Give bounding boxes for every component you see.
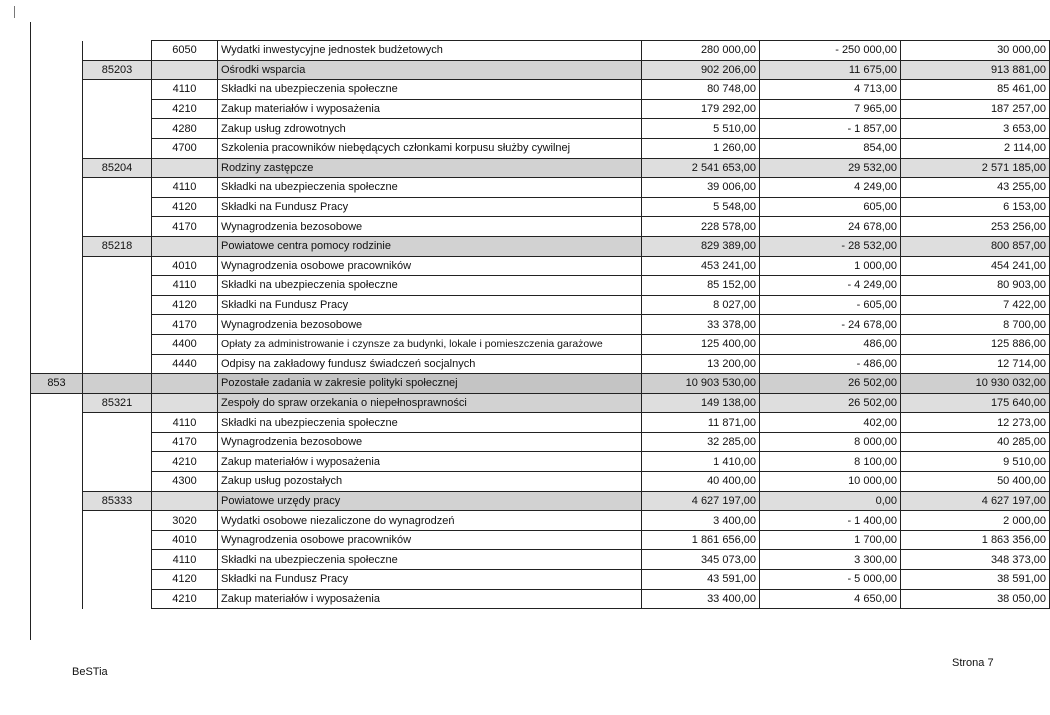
table-row [31, 491, 1050, 511]
cell-name: Wydatki osobowe niezaliczone do wynagrodzeń [218, 511, 642, 531]
cell-name: Składki na Fundusz Pracy [218, 197, 642, 217]
cell-paragraf: 4170 [152, 432, 218, 452]
cell-dzial [31, 138, 83, 158]
cell-paragraf: 4300 [152, 472, 218, 492]
cell-change: 29 532,00 [760, 158, 901, 178]
cell-dzial [31, 99, 83, 119]
cell-name: Zakup usług pozostałych [218, 472, 642, 492]
table-row [31, 413, 1050, 433]
cell-plan-after: 454 241,00 [901, 256, 1050, 276]
cell-change: 26 502,00 [760, 374, 901, 394]
table-row [31, 452, 1050, 472]
table-row [31, 393, 1050, 413]
cell-rozdzial [83, 570, 152, 590]
table-row [31, 256, 1050, 276]
cell-name: Zakup materiałów i wyposażenia [218, 99, 642, 119]
cell-plan-before: 125 400,00 [642, 334, 760, 354]
table-row [31, 295, 1050, 315]
cell-dzial [31, 511, 83, 531]
cell-name: Składki na Fundusz Pracy [218, 295, 642, 315]
table-row [31, 236, 1050, 256]
scan-mark [14, 6, 15, 18]
cell-plan-before: 1 410,00 [642, 452, 760, 472]
cell-paragraf: 4170 [152, 315, 218, 335]
cell-paragraf: 4120 [152, 197, 218, 217]
cell-paragraf: 4210 [152, 99, 218, 119]
table-row [31, 217, 1050, 237]
cell-name: Pozostałe zadania w zakresie polityki społecznej [218, 374, 642, 394]
cell-name: Składki na ubezpieczenia społeczne [218, 178, 642, 198]
cell-plan-before: 228 578,00 [642, 217, 760, 237]
cell-paragraf: 4400 [152, 334, 218, 354]
cell-change: 854,00 [760, 138, 901, 158]
cell-rozdzial [83, 374, 152, 394]
cell-dzial [31, 119, 83, 139]
cell-dzial [31, 315, 83, 335]
cell-plan-before: 280 000,00 [642, 41, 760, 61]
cell-dzial [31, 530, 83, 550]
table-row [31, 530, 1050, 550]
cell-plan-after: 50 400,00 [901, 472, 1050, 492]
cell-paragraf: 4010 [152, 530, 218, 550]
table-row [31, 158, 1050, 178]
cell-plan-before: 5 548,00 [642, 197, 760, 217]
table-row [31, 99, 1050, 119]
cell-name: Ośrodki wsparcia [218, 60, 642, 80]
cell-plan-after: 2 114,00 [901, 138, 1050, 158]
cell-paragraf: 3020 [152, 511, 218, 531]
cell-plan-after: 80 903,00 [901, 276, 1050, 296]
cell-plan-before: 32 285,00 [642, 432, 760, 452]
cell-paragraf: 4110 [152, 80, 218, 100]
cell-paragraf: 4110 [152, 550, 218, 570]
cell-paragraf: 4170 [152, 217, 218, 237]
cell-paragraf: 4110 [152, 276, 218, 296]
cell-change: 3 300,00 [760, 550, 901, 570]
cell-change: 24 678,00 [760, 217, 901, 237]
cell-plan-before: 13 200,00 [642, 354, 760, 374]
cell-change: 7 965,00 [760, 99, 901, 119]
footer-software-label: BeSTia [72, 666, 108, 678]
cell-plan-before: 1 861 656,00 [642, 530, 760, 550]
cell-rozdzial [83, 550, 152, 570]
cell-dzial [31, 80, 83, 100]
cell-paragraf [152, 158, 218, 178]
cell-plan-before: 345 073,00 [642, 550, 760, 570]
cell-change: - 486,00 [760, 354, 901, 374]
cell-dzial [31, 41, 83, 61]
cell-plan-after: 38 050,00 [901, 589, 1050, 609]
cell-rozdzial [83, 315, 152, 335]
cell-dzial [31, 452, 83, 472]
cell-dzial [31, 354, 83, 374]
cell-dzial [31, 570, 83, 590]
table-row [31, 315, 1050, 335]
table-row [31, 334, 1050, 354]
cell-change: 4 650,00 [760, 589, 901, 609]
cell-change: 605,00 [760, 197, 901, 217]
cell-name: Wynagrodzenia bezosobowe [218, 432, 642, 452]
cell-change: 10 000,00 [760, 472, 901, 492]
cell-paragraf [152, 60, 218, 80]
cell-paragraf: 4120 [152, 295, 218, 315]
cell-rozdzial [83, 197, 152, 217]
cell-dzial [31, 217, 83, 237]
cell-plan-after: 4 627 197,00 [901, 491, 1050, 511]
cell-paragraf: 4440 [152, 354, 218, 374]
cell-plan-after: 12 714,00 [901, 354, 1050, 374]
cell-plan-after: 9 510,00 [901, 452, 1050, 472]
cell-rozdzial: 85203 [83, 60, 152, 80]
cell-rozdzial [83, 276, 152, 296]
budget-table-body [31, 41, 1050, 609]
cell-rozdzial [83, 472, 152, 492]
cell-plan-after: 10 930 032,00 [901, 374, 1050, 394]
cell-change: - 250 000,00 [760, 41, 901, 61]
cell-plan-after: 43 255,00 [901, 178, 1050, 198]
cell-change: 8 000,00 [760, 432, 901, 452]
cell-rozdzial [83, 99, 152, 119]
footer-page-number: Strona 7 [952, 657, 994, 669]
cell-plan-after: 2 571 185,00 [901, 158, 1050, 178]
cell-rozdzial [83, 41, 152, 61]
cell-plan-before: 33 400,00 [642, 589, 760, 609]
table-row [31, 80, 1050, 100]
cell-change: - 4 249,00 [760, 276, 901, 296]
cell-plan-before: 453 241,00 [642, 256, 760, 276]
cell-plan-before: 11 871,00 [642, 413, 760, 433]
cell-plan-before: 10 903 530,00 [642, 374, 760, 394]
cell-rozdzial: 85333 [83, 491, 152, 511]
cell-rozdzial [83, 589, 152, 609]
table-row [31, 178, 1050, 198]
cell-dzial [31, 472, 83, 492]
cell-dzial [31, 491, 83, 511]
table-row [31, 374, 1050, 394]
cell-name: Zespoły do spraw orzekania o niepełnosprawności [218, 393, 642, 413]
cell-rozdzial: 85321 [83, 393, 152, 413]
cell-plan-after: 40 285,00 [901, 432, 1050, 452]
cell-plan-after: 12 273,00 [901, 413, 1050, 433]
cell-dzial [31, 393, 83, 413]
cell-dzial [31, 197, 83, 217]
cell-change: 8 100,00 [760, 452, 901, 472]
cell-paragraf: 4110 [152, 413, 218, 433]
cell-rozdzial [83, 334, 152, 354]
cell-dzial [31, 413, 83, 433]
cell-dzial [31, 550, 83, 570]
cell-dzial [31, 236, 83, 256]
cell-dzial [31, 276, 83, 296]
table-row [31, 570, 1050, 590]
cell-plan-after: 6 153,00 [901, 197, 1050, 217]
cell-plan-before: 149 138,00 [642, 393, 760, 413]
table-row [31, 354, 1050, 374]
cell-dzial [31, 589, 83, 609]
cell-paragraf: 4280 [152, 119, 218, 139]
cell-plan-before: 33 378,00 [642, 315, 760, 335]
cell-plan-before: 2 541 653,00 [642, 158, 760, 178]
cell-dzial [31, 158, 83, 178]
cell-name: Powiatowe centra pomocy rodzinie [218, 236, 642, 256]
cell-name: Składki na ubezpieczenia społeczne [218, 413, 642, 433]
cell-rozdzial [83, 119, 152, 139]
cell-rozdzial [83, 530, 152, 550]
cell-rozdzial: 85204 [83, 158, 152, 178]
cell-plan-before: 85 152,00 [642, 276, 760, 296]
cell-plan-after: 913 881,00 [901, 60, 1050, 80]
cell-change: - 1 400,00 [760, 511, 901, 531]
cell-rozdzial [83, 295, 152, 315]
cell-plan-before: 3 400,00 [642, 511, 760, 531]
cell-change: 1 000,00 [760, 256, 901, 276]
table-row [31, 511, 1050, 531]
cell-rozdzial [83, 178, 152, 198]
cell-plan-after: 175 640,00 [901, 393, 1050, 413]
cell-name: Wydatki inwestycyjne jednostek budżetowych [218, 41, 642, 61]
cell-paragraf: 4210 [152, 452, 218, 472]
cell-plan-after: 30 000,00 [901, 41, 1050, 61]
table-row [31, 472, 1050, 492]
cell-plan-before: 80 748,00 [642, 80, 760, 100]
cell-rozdzial [83, 413, 152, 433]
cell-plan-after: 800 857,00 [901, 236, 1050, 256]
cell-plan-after: 7 422,00 [901, 295, 1050, 315]
cell-change: - 5 000,00 [760, 570, 901, 590]
cell-plan-after: 2 000,00 [901, 511, 1050, 531]
cell-rozdzial: 85218 [83, 236, 152, 256]
cell-plan-before: 8 027,00 [642, 295, 760, 315]
cell-plan-after: 348 373,00 [901, 550, 1050, 570]
cell-plan-before: 5 510,00 [642, 119, 760, 139]
cell-plan-before: 43 591,00 [642, 570, 760, 590]
cell-change: - 1 857,00 [760, 119, 901, 139]
cell-name: Składki na ubezpieczenia społeczne [218, 80, 642, 100]
cell-paragraf [152, 491, 218, 511]
cell-rozdzial [83, 511, 152, 531]
cell-paragraf [152, 236, 218, 256]
cell-rozdzial [83, 138, 152, 158]
cell-paragraf: 6050 [152, 41, 218, 61]
table-row [31, 119, 1050, 139]
cell-rozdzial [83, 80, 152, 100]
cell-name: Odpisy na zakładowy fundusz świadczeń socjalnych [218, 354, 642, 374]
table-row [31, 138, 1050, 158]
cell-plan-after: 85 461,00 [901, 80, 1050, 100]
cell-name: Składki na ubezpieczenia społeczne [218, 276, 642, 296]
cell-name: Rodziny zastępcze [218, 158, 642, 178]
table-row [31, 41, 1050, 61]
cell-plan-after: 8 700,00 [901, 315, 1050, 335]
cell-paragraf [152, 374, 218, 394]
cell-dzial: 853 [31, 374, 83, 394]
cell-rozdzial [83, 256, 152, 276]
cell-plan-after: 3 653,00 [901, 119, 1050, 139]
cell-name: Zakup materiałów i wyposażenia [218, 589, 642, 609]
cell-change: 26 502,00 [760, 393, 901, 413]
cell-rozdzial [83, 217, 152, 237]
cell-dzial [31, 178, 83, 198]
cell-change: 402,00 [760, 413, 901, 433]
cell-name: Powiatowe urzędy pracy [218, 491, 642, 511]
cell-plan-before: 902 206,00 [642, 60, 760, 80]
cell-name: Zakup materiałów i wyposażenia [218, 452, 642, 472]
cell-name: Wynagrodzenia bezosobowe [218, 217, 642, 237]
cell-change: - 605,00 [760, 295, 901, 315]
cell-change: 486,00 [760, 334, 901, 354]
table-row [31, 589, 1050, 609]
cell-change: - 24 678,00 [760, 315, 901, 335]
cell-dzial [31, 256, 83, 276]
cell-dzial [31, 295, 83, 315]
cell-name: Składki na ubezpieczenia społeczne [218, 550, 642, 570]
cell-name: Wynagrodzenia osobowe pracowników [218, 530, 642, 550]
cell-plan-after: 1 863 356,00 [901, 530, 1050, 550]
cell-paragraf: 4010 [152, 256, 218, 276]
cell-paragraf: 4700 [152, 138, 218, 158]
table-row [31, 550, 1050, 570]
cell-change: 0,00 [760, 491, 901, 511]
cell-plan-after: 38 591,00 [901, 570, 1050, 590]
cell-rozdzial [83, 452, 152, 472]
cell-rozdzial [83, 432, 152, 452]
cell-plan-before: 40 400,00 [642, 472, 760, 492]
cell-change: 11 675,00 [760, 60, 901, 80]
cell-name: Szkolenia pracowników niebędących członkami korpusu służby cywilnej [218, 138, 642, 158]
table-row [31, 432, 1050, 452]
table-row [31, 276, 1050, 296]
table-row [31, 197, 1050, 217]
cell-plan-after: 125 886,00 [901, 334, 1050, 354]
cell-plan-before: 829 389,00 [642, 236, 760, 256]
cell-dzial [31, 334, 83, 354]
budget-table [30, 40, 1050, 609]
cell-paragraf [152, 393, 218, 413]
cell-paragraf: 4120 [152, 570, 218, 590]
cell-plan-before: 1 260,00 [642, 138, 760, 158]
cell-plan-before: 179 292,00 [642, 99, 760, 119]
cell-name: Wynagrodzenia bezosobowe [218, 315, 642, 335]
cell-name: Wynagrodzenia osobowe pracowników [218, 256, 642, 276]
cell-change: 4 249,00 [760, 178, 901, 198]
cell-name: Opłaty za administrowanie i czynsze za budynki, lokale i pomieszczenia garażowe [218, 334, 642, 354]
table-row [31, 60, 1050, 80]
cell-name: Składki na Fundusz Pracy [218, 570, 642, 590]
cell-plan-after: 253 256,00 [901, 217, 1050, 237]
cell-dzial [31, 60, 83, 80]
cell-rozdzial [83, 354, 152, 374]
cell-change: 1 700,00 [760, 530, 901, 550]
cell-change: 4 713,00 [760, 80, 901, 100]
cell-paragraf: 4210 [152, 589, 218, 609]
cell-paragraf: 4110 [152, 178, 218, 198]
cell-change: - 28 532,00 [760, 236, 901, 256]
cell-plan-before: 39 006,00 [642, 178, 760, 198]
cell-plan-after: 187 257,00 [901, 99, 1050, 119]
cell-plan-before: 4 627 197,00 [642, 491, 760, 511]
cell-name: Zakup usług zdrowotnych [218, 119, 642, 139]
cell-dzial [31, 432, 83, 452]
